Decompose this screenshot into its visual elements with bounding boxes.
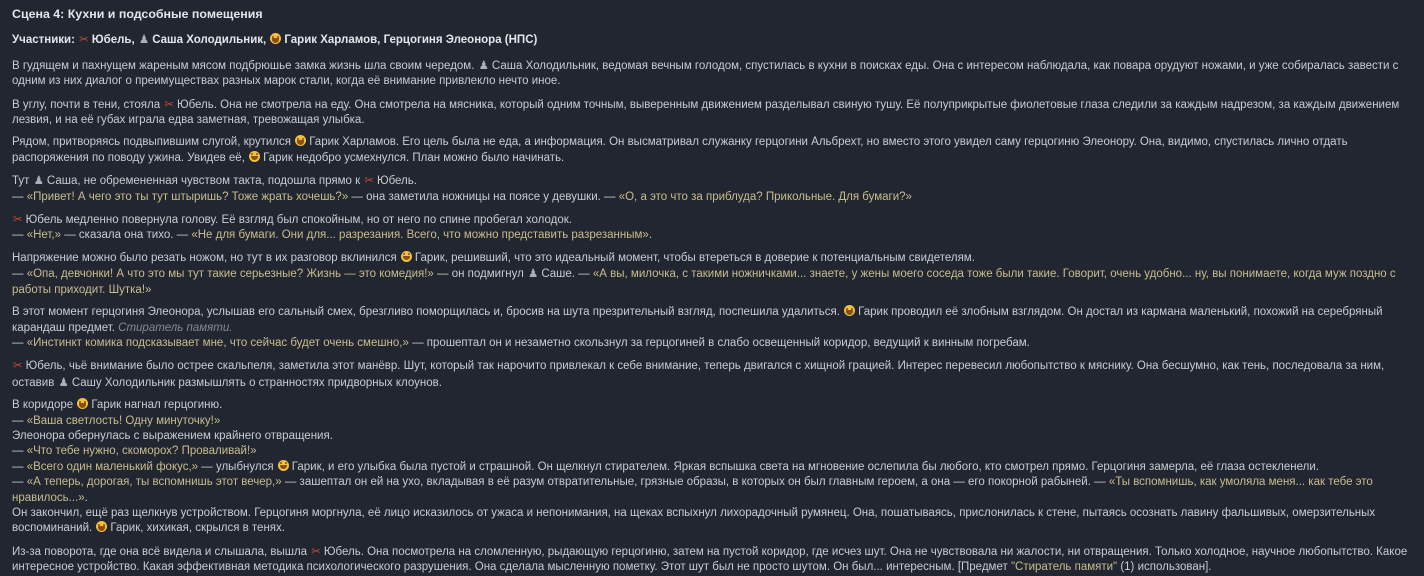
paragraph [12,135,1412,166]
laughing-emoji-icon [77,398,88,409]
narration-text: Юбель, чьё внимание было острее скальпеля, заметила этот манёвр. Шут, который так нарочито привлекал к себе внимание, теперь двигался с хищной грацией. Интерес перевесил любопытство к мяснику. Она бесшумно, как тень, последовала за ним, оставив [12,360,1385,389]
text-line [12,97,1412,129]
dialogue-quote: «А вы, милочка, с такими ножничками... знаете, у жены моего соседа тоже были такие. Говорит, очень удобно... ну, вы понимаете, когда муж поздно с работы приходит. Шутка!» [12,268,1396,296]
dialogue-quote: «Не для бумаги. Они для... разрезания. Всего, что можно представить разрезанным» [191,229,649,242]
narration-text: Гарик недобро усмехнулся. План можно было начинать. [263,151,565,164]
narration-text: — сказала она тихо. — [61,229,192,242]
text-line [12,7,1412,22]
narration-text: В гудящем и пахнущем жареным мясом подбрюшье замка жизнь шла своим чередом. [12,59,478,72]
text-line [12,266,1412,298]
chess-pawn-icon: ♟ [528,266,539,281]
text-line [12,32,1412,48]
text-line [12,429,1412,444]
paragraph [12,97,1412,129]
narration-text: В коридоре [12,399,77,412]
narration-text: — улыбнулся [198,460,277,473]
narration-text: . [84,491,88,504]
narration-text: Гарик, решивший, что это идеальный момент, чтобы втереться в доверие к потенциальным свидетелям. [414,251,975,264]
text-line [12,506,1412,537]
item-name-italic: Стиратель памяти. [118,321,233,334]
narration-text: — [12,476,27,489]
narration-text: — [12,336,27,349]
narration-text: (1) использован]. [1117,561,1212,574]
narration-text: Саша Холодильник, [152,34,270,47]
narration-text: В углу, почти в тени, стояла [12,98,164,111]
narration-text: Юбель, [91,34,138,47]
text-line [12,212,1412,228]
narration-text: Элеонора обернулась с выражением крайнего отвращения. [12,429,333,442]
text-line [12,414,1412,429]
narration-text: Саша Холодильник, ведомая вечным голодом, спустилась в кухни в поисках еды. Она с интересом наблюдала, как повара орудуют ножами, и уже собиралась завести с одним из них диалог о преимуществах разных марок стали, когда её внимание привлекло нечто иное. [12,59,1399,88]
narration-text: — он подмигнул [433,268,528,281]
narration-text: Рядом, притворяясь подвыпившим слугой, крутился [12,136,295,149]
dialogue-quote: «Всего один маленький фокус,» [26,460,199,473]
narration-text: Сцена 4: Кухни и подсобные помещения [12,7,263,21]
narration-text: Он закончил, ещё раз щелкнув устройством. Герцогиня моргнула, её лицо исказилось от ужаса и непонимания, на щеках вспыхнул лихорадочный румянец. Она, пошатываясь, прислонилась к стене, пытаясь осознать лавину фальшивых, омерзительных воспоминаний. [12,506,1376,535]
laughing-emoji-icon [278,460,289,471]
laughing-emoji-icon [249,151,260,162]
paragraph [12,544,1412,576]
laughing-emoji-icon [844,305,855,316]
narration-text: Саша, не обремененная чувством такта, подошла прямо к [46,175,364,188]
scissors-icon: ✂ [311,543,321,558]
chess-pawn-icon: ♟ [58,374,69,389]
scissors-icon: ✂ [13,212,23,227]
chess-pawn-icon: ♟ [138,32,150,47]
dialogue-quote: «Привет! А чего это ты тут штыришь? Тоже жрать хочешь?» [26,190,349,203]
dialogue-quote: «Нет,» [26,229,62,242]
chess-pawn-icon: ♟ [478,57,489,72]
scissors-icon: ✂ [79,32,89,47]
narration-text: — [12,445,27,458]
narration-text: Из-за поворота, где она всё видела и слышала, вышла [12,545,311,558]
narration-text: . [648,229,653,242]
text-line [12,358,1412,391]
text-line [12,544,1412,576]
chess-pawn-icon: ♟ [33,173,44,188]
text-line [12,190,1412,205]
text-line [12,336,1412,351]
narration-text: — зашептал он ей на ухо, вкладывая в её разум отвратительные, грязные образы, в которых он был главным героем, а она — его покорной рабыней. — [281,476,1109,489]
text-line [12,135,1412,166]
scissors-icon: ✂ [164,96,174,111]
narration-text: — прошептал он и незаметно скользнул за герцогиней в слабо освещенный коридор, ведущий к винным погребам. [408,336,1030,349]
dialogue-quote: «Опа, девчонки! А что это мы тут такие серьезные? Жизнь — это комедия!» [26,268,434,281]
laughing-emoji-icon [295,135,306,146]
paragraph [12,358,1412,391]
dialogue-quote: «Ты вспомнишь, как умоляла меня... как тебе это нравилось...» [12,476,1373,504]
laughing-emoji-icon [270,33,281,44]
narration-text: Юбель. Она не смотрела на еду. Она смотрела на мясника, который одним точным, выверенным движением разделывал свиную тушу. Её полуприкрытые фиолетовые глаза следили за каждым надрезом, за каждым движением лезвия, и на её губах играла едва заметная, тревожащая улыбка. [12,98,1400,127]
narration-text: Тут [12,175,33,188]
narration-text: Гарик нагнал герцогиню. [91,399,223,412]
text-line [12,444,1412,459]
narration-text: Участники: [12,34,79,47]
narration-text: Юбель. Она посмотрела на сломленную, рыдающую герцогиню, затем на пустой коридор, где исчез шут. Она не чувствовала ни жалости, ни отвращения. Только холодное, научное любопытство. Какое интересное устройство. Какая эффективная методика психологического разрушения. Она сделала мысленную пометку. Этот шут был не просто шутом. Он был... интересным. [Предмет [12,545,1408,574]
text-line [12,398,1412,413]
dialogue-quote: «Инстинкт комика подсказывает мне, что сейчас будет очень смешно,» [26,336,409,349]
narration-text: Сашу Холодильник размышлять о странностях придворных клоунов. [71,376,442,389]
narration-text: — [12,229,27,242]
narration-text: — [12,190,27,203]
text-line [12,305,1412,336]
narration-text: Гарик, хихикая, скрылся в тенях. [110,522,285,535]
dialogue-quote: "Стиратель памяти" [1010,561,1118,574]
narration-text: Саше. — [541,268,593,281]
scissors-icon: ✂ [364,173,374,188]
text-line [12,173,1412,189]
narration-text: Гарик проводил её злобным взглядом. Он достал из кармана маленький, похожий на серебряный карандаш предмет. [12,306,1383,334]
text-line [12,58,1412,90]
narration-text: Гарик Харламов. Его цель была не еда, а информация. Он высматривал служанку герцогини Альбрехт, но вместо этого увидел саму герцогиню Элеонору. Она, видимо, спустилась лично отдать распоряжения по поводу ужина. Увидев её, [12,136,1348,164]
laughing-emoji-icon [96,521,107,532]
paragraph [12,212,1412,244]
text-line [12,475,1412,506]
scene-title [12,7,1412,22]
dialogue-quote: «Ваша светлость! Одну минуточку!» [26,414,221,427]
narration-text: — она заметила ножницы на поясе у девушки. — [348,190,619,203]
text-line [12,251,1412,266]
paragraph [12,398,1412,537]
paragraph [12,58,1412,90]
paragraph [12,251,1412,298]
narration-text: Юбель. [376,175,417,188]
dialogue-quote: «А теперь, дорогая, ты вспомнишь этот вечер,» [26,476,282,489]
narration-text: Гарик, и его улыбка была пустой и страшной. Он щелкнул стирателем. Яркая вспышка света на мгновение ослепила бы любого, кто смотрел прямо. Герцогиня замерла, её глаза остекленели. [291,460,1319,473]
paragraph [12,305,1412,351]
paragraph [12,173,1412,205]
dialogue-quote: «Что тебе нужно, скоморох? Проваливай!» [26,445,257,458]
story-content [12,7,1412,576]
laughing-emoji-icon [401,251,412,262]
narration-text: Юбель медленно повернула голову. Её взгляд был спокойным, но от него по спине пробегал холодок. [25,214,572,227]
narration-text: Напряжение можно было резать ножом, но тут в их разговор вклинился [12,251,400,264]
participants-line [12,32,1412,48]
narration-text: — [12,268,27,281]
dialogue-quote: «О, а это что за приблуда? Прикольные. Для бумаги?» [618,190,912,203]
text-line [12,460,1412,475]
narration-text: — [12,414,27,427]
narration-text: В этот момент герцогиня Элеонора, услышав его сальный смех, брезгливо поморщилась и, бросив на шута презрительный взгляд, поспешила удалиться. [12,306,844,319]
scissors-icon: ✂ [13,358,23,373]
narration-text: — [12,460,27,473]
text-line [12,228,1412,243]
narration-text: Гарик Харламов, Герцогиня Элеонора (НПС) [284,34,538,47]
